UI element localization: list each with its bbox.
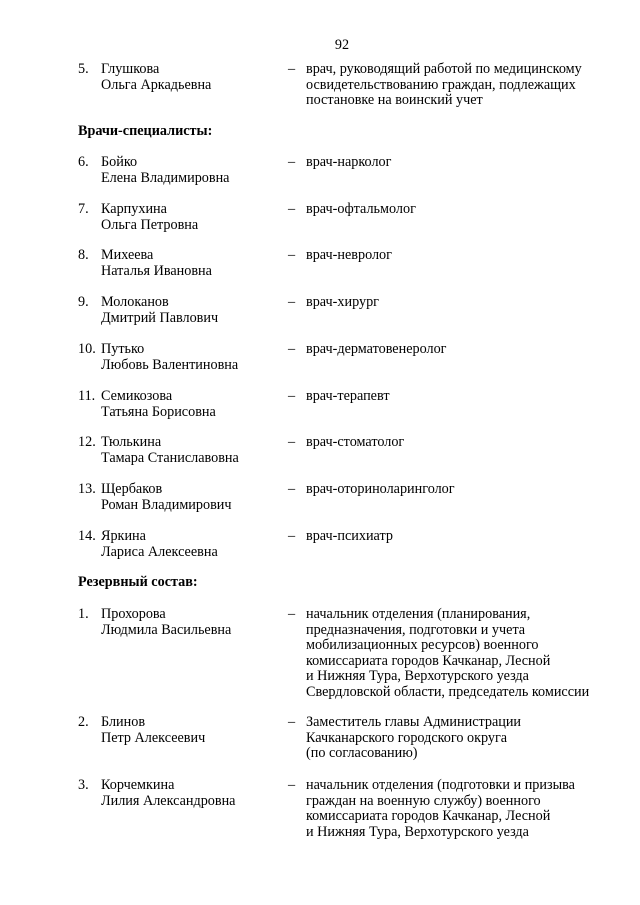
person-role: начальник отделения (планирования, предназначения, подготовки и учета мобилизационных ресурсов) военного комиссариата городов Качканар, Лесной и Нижняя Тура, Верхотурского уезда Свердловской области, председатель комиссии [306,606,590,700]
person-name: Молоканов Дмитрий Павлович [101,294,219,326]
item-number: 13. [78,481,96,497]
reserve-heading: Резервный состав: [78,574,198,590]
person-name: Щербаков Роман Владимирович [101,481,232,513]
person-name: Карпухина Ольга Петровна [101,201,199,233]
person-role: врач, руководящий работой по медицинскому освидетельствованию граждан, подлежащих постановке на воинский учет [306,61,582,109]
person-role: врач-офтальмолог [306,201,416,217]
person-role: начальник отделения (подготовки и призыва граждан на военную службу) военного комиссариата городов Качканар, Лесной и Нижняя Тура, Верхотурского уезда [306,777,575,840]
person-name: Семикозова Татьяна Борисовна [101,388,216,420]
dash: – [288,154,296,170]
item-number: 5. [78,61,89,77]
person-role: врач-терапевт [306,388,390,404]
person-name: Бойко Елена Владимировна [101,154,230,186]
person-name: Михеева Наталья Ивановна [101,247,212,279]
dash: – [288,388,296,404]
person-name: Блинов Петр Алексеевич [101,714,206,746]
item-number: 14. [78,528,96,544]
person-role: врач-хирург [306,294,379,310]
dash: – [288,61,296,77]
person-role: врач-психиатр [306,528,393,544]
dash: – [288,341,296,357]
dash: – [288,528,296,544]
person-name: Прохорова Людмила Васильевна [101,606,232,638]
item-number: 2. [78,714,89,730]
dash: – [288,481,296,497]
item-number: 9. [78,294,89,310]
dash: – [288,714,296,730]
item-number: 1. [78,606,89,622]
person-name: Тюлькина Тамара Станиславовна [101,434,239,466]
item-number: 12. [78,434,96,450]
item-number: 6. [78,154,89,170]
person-name: Глушкова Ольга Аркадьевна [101,61,212,93]
specialists-heading: Врачи-специалисты: [78,123,213,139]
person-name: Корчемкина Лилия Александровна [101,777,236,809]
dash: – [288,434,296,450]
person-role: врач-нарколог [306,154,392,170]
item-number: 3. [78,777,89,793]
item-number: 10. [78,341,96,357]
person-role: Заместитель главы Администрации Качканарского городского округа (по согласованию) [306,714,522,762]
dash: – [288,606,296,622]
dash: – [288,201,296,217]
dash: – [288,294,296,310]
item-number: 11. [78,388,96,404]
person-role: врач-невролог [306,247,392,263]
person-role: врач-дерматовенеролог [306,341,447,357]
item-number: 7. [78,201,89,217]
person-name: Яркина Лариса Алексеевна [101,528,218,560]
dash: – [288,777,296,793]
person-role: врач-стоматолог [306,434,405,450]
person-name: Путько Любовь Валентиновна [101,341,239,373]
person-role: врач-оториноларинголог [306,481,455,497]
page-number: 92 [334,37,350,53]
item-number: 8. [78,247,89,263]
dash: – [288,247,296,263]
